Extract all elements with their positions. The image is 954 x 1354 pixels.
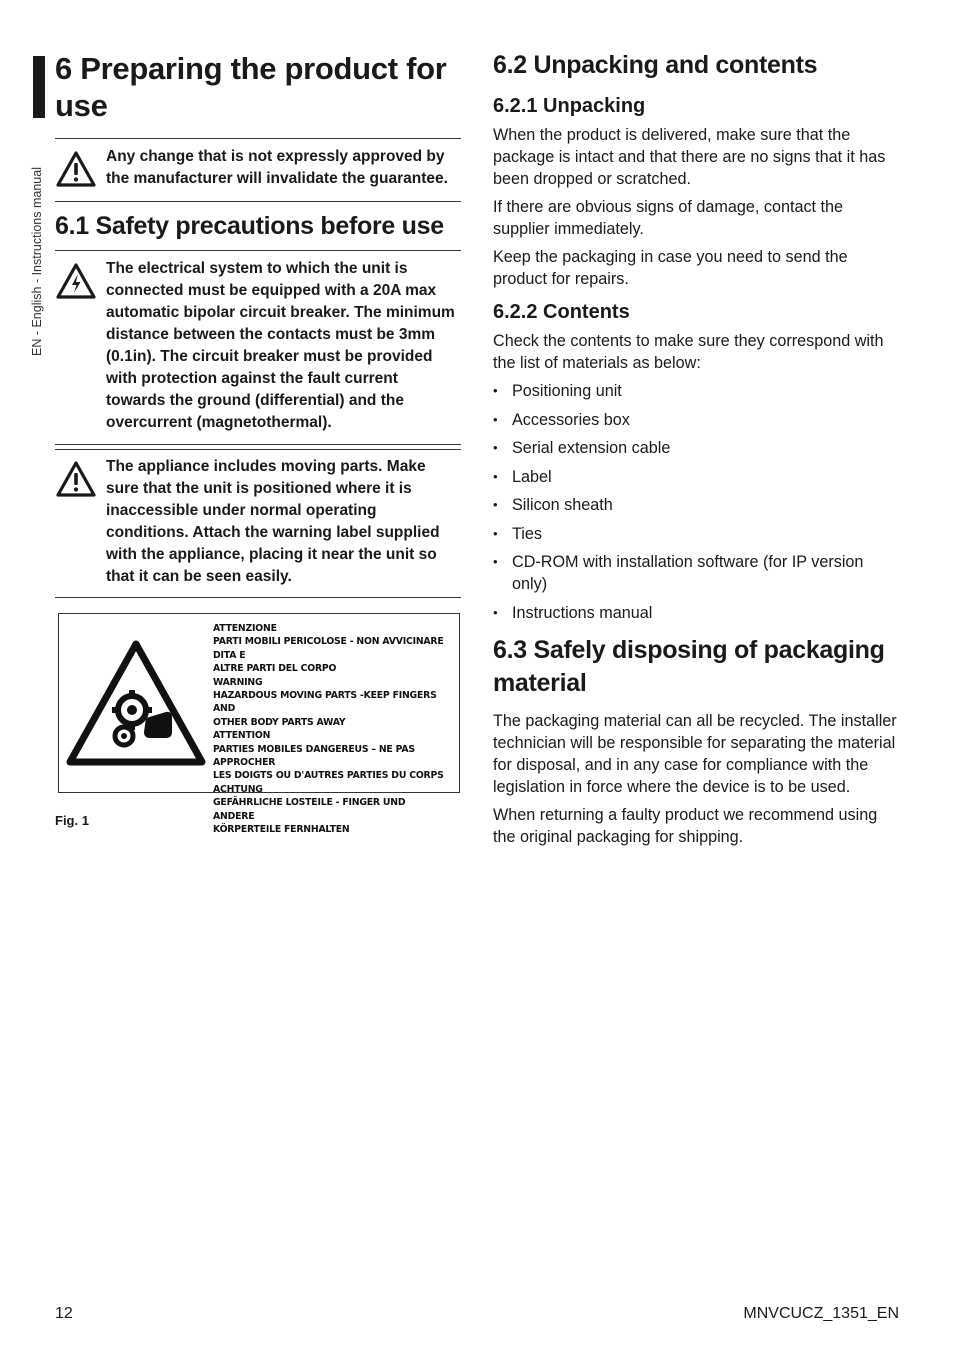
label-line: ACHTUNG	[213, 783, 263, 795]
figure-caption: Fig. 1	[55, 813, 89, 828]
label-line: HAZARDOUS MOVING PARTS -KEEP FINGERS AND	[213, 690, 437, 715]
side-label-text: EN - English - Instructions manual	[30, 167, 44, 356]
document-code: MNVCUCZ_1351_EN	[743, 1305, 899, 1322]
subsection-title-6-2-1: 6.2.1 Unpacking	[493, 95, 646, 117]
label-line: OTHER BODY PARTS AWAY	[213, 716, 346, 728]
warning-label-text	[213, 622, 449, 837]
divider	[55, 201, 461, 202]
chapter-title: 6 Preparing the product for use	[55, 51, 447, 123]
side-label	[28, 134, 48, 356]
paragraph: When returning a faulty product we recommend using the original packaging for shipping.	[493, 805, 878, 846]
warning-triangle-icon	[55, 456, 106, 503]
page-number: 12	[55, 1305, 73, 1322]
list-item: • Instructions manual	[493, 602, 903, 624]
warning-guarantee	[55, 139, 461, 201]
label-line: LES DOIGTS OU D'AUTRES PARTIES DU CORPS	[213, 770, 444, 782]
right-column	[493, 50, 903, 848]
paragraph: Check the contents to make sure they correspond with the list of materials as below:	[493, 332, 884, 372]
paragraph: When the product is delivered, make sure that the package is intact and that there are no signs that it has been dropped or scratched.	[493, 126, 886, 188]
warning-text: The electrical system to which the unit is connected must be equipped with a 20A max automatic bipolar circuit breaker. The minimum distance between the contacts must be 3mm (0.1in). The circuit breaker must be provided with protection against the fault current towards the ground (differential) and the overcurrent (magnetothermal).	[106, 260, 455, 431]
label-line: PARTI MOBILI PERICOLOSE - NON AVVICINARE DITA E	[213, 636, 444, 661]
moving-parts-hazard-icon	[66, 640, 206, 773]
divider	[55, 444, 461, 445]
list-item: • Silicon sheath	[493, 494, 903, 516]
warning-electrical	[55, 251, 461, 444]
paragraph: If there are obvious signs of damage, contact the supplier immediately.	[493, 198, 844, 238]
contents-list	[493, 380, 903, 624]
left-column	[55, 50, 461, 836]
list-item: • Ties	[493, 523, 903, 545]
section-title-6-2: 6.2 Unpacking and contents	[493, 51, 818, 79]
label-line: GEFÄHRLICHE LOSTEILE - FINGER UND ANDERE	[213, 797, 406, 822]
warning-text: The appliance includes moving parts. Make sure that the unit is positioned where it is inaccessible under normal operating conditions. Attach the warning label supplied with the appliance, placing it near the unit so that it can be seen easily.	[106, 458, 440, 585]
warning-text: Any change that is not expressly approved by the manufacturer will invalidate the guarantee.	[106, 148, 448, 187]
label-line: ATTENZIONE	[213, 623, 277, 634]
paragraph: Keep the packaging in case you need to send the product for repairs.	[493, 248, 848, 288]
chapter-heading	[55, 50, 461, 124]
list-item: • Positioning unit	[493, 380, 903, 402]
subsection-title-6-2-2: 6.2.2 Contents	[493, 301, 630, 323]
list-item: • Label	[493, 466, 903, 488]
warning-triangle-icon	[55, 146, 106, 193]
chapter-marker-bar	[33, 56, 45, 118]
section-title-6-1: 6.1 Safety precautions before use	[55, 212, 444, 240]
divider	[55, 597, 461, 598]
list-item: • Accessories box	[493, 409, 903, 431]
paragraph: The packaging material can all be recycled. The installer technician will be responsible for separating the material for disposal, and in any case for compliance with the legislation in force where the device is to be used.	[493, 711, 897, 796]
label-line: ATTENTION	[213, 730, 271, 742]
label-line: PARTIES MOBILES DANGEREUS – NE PAS APPROCHER	[213, 743, 415, 769]
label-line: WARNING	[213, 676, 263, 688]
label-line: ALTRE PARTI DEL CORPO	[213, 663, 337, 675]
electrical-hazard-icon	[55, 258, 106, 305]
section-title-6-3: 6.3 Safely disposing of packaging material	[493, 635, 885, 697]
label-line: KÖRPERTEILE FERNHALTEN	[213, 824, 350, 836]
warning-moving-parts	[55, 450, 461, 597]
list-item: • Serial extension cable	[493, 437, 903, 459]
list-item: • CD-ROM with installation software (for IP version only)	[493, 551, 903, 595]
